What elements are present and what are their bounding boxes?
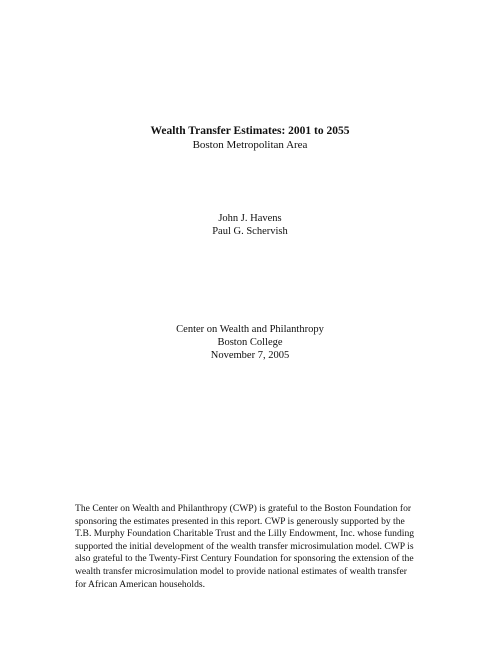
authors-block: [0, 212, 500, 238]
acknowledgment-line: The Center on Wealth and Philanthropy (CWP) is grateful to the Boston Foundation for: [75, 503, 412, 514]
author-name: Paul G. Schervish: [212, 226, 288, 237]
acknowledgment-line: for African American households.: [75, 578, 206, 590]
institution-name: Boston College: [217, 337, 283, 348]
report-date: November 7, 2005: [210, 350, 290, 361]
center-name: Center on Wealth and Philanthropy: [176, 324, 324, 335]
author-name: John J. Havens: [218, 213, 282, 224]
report-subtitle: Boston Metropolitan Area: [192, 139, 308, 151]
affiliation-block: [0, 323, 500, 362]
acknowledgment-line: also grateful to the Twenty-First Century Foundation for sponsoring the extension of the: [75, 553, 414, 565]
report-title: Wealth Transfer Estimates: 2001 to 2055: [150, 125, 350, 137]
acknowledgment-line: wealth transfer microsimulation model to provide national estimates of wealth transfer: [75, 565, 407, 577]
title-block: [0, 124, 500, 152]
acknowledgment-line: supported the initial development of the wealth transfer microsimulation model. CWP is: [75, 540, 414, 552]
acknowledgment-line: T.B. Murphy Foundation Charitable Trust and the Lilly Endowment, Inc. whose funding: [75, 528, 415, 540]
acknowledgment-line: sponsoring the estimates presented in this report. CWP is generously supported by the: [75, 515, 405, 527]
acknowledgment-paragraph: [75, 503, 435, 591]
